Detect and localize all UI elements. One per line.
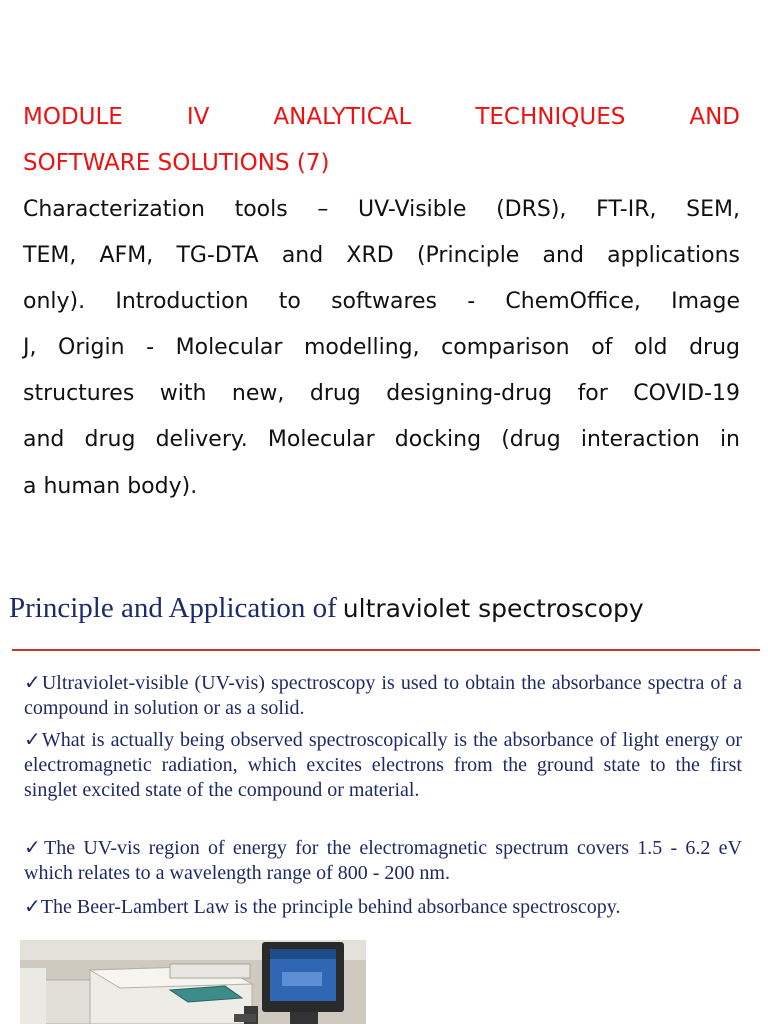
check-icon: ✓ [24,896,41,918]
module-word: MODULE [23,104,123,130]
module-word: AND [689,104,741,130]
bullet-item [24,836,742,886]
syllabus-line: J, Origin - Molecular modelling, comparison of old drug [23,335,740,360]
uv-spectroscopy-slide [0,570,768,1024]
module-word: ANALYTICAL [273,104,412,130]
syllabus-line: and drug delivery. Molecular docking (drug interaction in [23,427,740,452]
module-heading-line-1 [23,94,740,140]
bullet-item [24,895,742,920]
syllabus-line: TEM, AFM, TG-DTA and XRD (Principle and applications [23,243,740,268]
syllabus-line: structures with new, drug designing-drug for COVID-19 [23,381,740,406]
syllabus-line: only). Introduction to softwares - ChemOffice, Image [23,289,740,314]
bullet-item [24,728,742,803]
check-icon: ✓ [24,837,44,859]
spectrophotometer-photo [20,940,366,1024]
bullet-text: Ultraviolet-visible (UV-vis) spectroscopy is used to obtain the absorbance spectra of a compound in solution or as a solid. [24,672,743,719]
bullet-item [24,671,742,721]
spectrophotometer-illustration [20,940,366,1024]
bullet-text: The Beer-Lambert Law is the principle behind absorbance spectroscopy. [40,896,621,918]
syllabus-line: Characterization tools – UV-Visible (DRS), FT-IR, SEM, [23,197,740,222]
slide-title-part-2: ultraviolet spectroscopy [342,594,644,623]
check-icon: ✓ [24,729,42,751]
module-word: TECHNIQUES [475,104,626,130]
check-icon: ✓ [24,672,42,694]
syllabus-line: a human body). [23,474,198,499]
bullet-text: The UV-vis region of energy for the electromagnetic spectrum covers 1.5 - 6.2 eV which relates to a wavelength range of 800 - 200 nm. [24,837,742,884]
slide-title-part-1: Principle and Application of [9,592,337,624]
title-divider [12,649,760,651]
bullet-text: What is actually being observed spectroscopically is the absorbance of light energy or electromagnetic radiation, which excites electrons from the ground state to the first singlet excited state of the compound or material. [24,729,742,801]
module-heading-line-2: SOFTWARE SOLUTIONS (7) [23,150,330,176]
module-word: IV [186,104,210,130]
slide-title [9,592,644,625]
